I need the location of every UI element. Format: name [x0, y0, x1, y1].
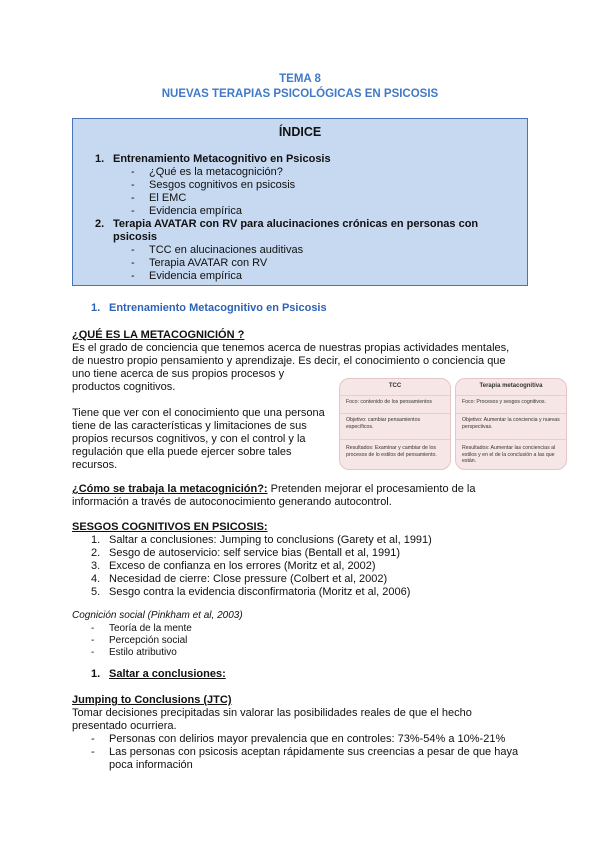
list-number: 4. — [91, 573, 101, 585]
doc-title: NUEVAS TERAPIAS PSICOLÓGICAS EN PSICOSIS — [161, 88, 439, 100]
social-item: Teoría de la mente — [109, 623, 192, 634]
paragraph-line: Tomar decisiones precipitadas sin valorar las posibilidades reales de que el hecho — [72, 707, 472, 719]
index-s2-number: 2. — [95, 218, 105, 230]
section-number: 1. — [91, 302, 101, 314]
social-heading: Cognición social (Pinkham et al, 2003) — [72, 610, 243, 621]
index-s2-title-cont: psicosis — [113, 231, 158, 243]
index-box — [72, 118, 528, 286]
tcc-card — [339, 378, 451, 470]
paragraph-line: tiene de las características y limitaciones de sus — [72, 420, 307, 432]
tcc-card-row: Foco: contenido de los pensamientos — [346, 399, 432, 405]
social-item: Estilo atributivo — [109, 647, 177, 658]
what-heading: ¿QUÉ ES LA METACOGNICIÓN ? — [72, 329, 245, 341]
paragraph-line: de nuestro propio pensamiento y aprendizaje. Es decir, el conocimiento o conciencia que — [72, 355, 506, 367]
index-s1-item: Evidencia empírica — [149, 205, 242, 217]
paragraph-line: propios recursos cognitivos, y con el control y la — [72, 433, 306, 445]
metacognitive-card-title: Terapia metacognitiva — [479, 383, 543, 389]
section-title: Entrenamiento Metacognitivo en Psicosis — [109, 302, 327, 314]
list-dash: - — [91, 623, 95, 634]
metacognitive-card-row: Foco: Procesos y sesgos cognitivos. — [462, 399, 546, 405]
jtc-bullet-cont: poca información — [109, 759, 193, 771]
subsection-number: 1. — [91, 668, 101, 680]
metacognitive-card-row: Objetivo: Aumentar la conciencia y nuevas perspectivas. — [462, 417, 560, 430]
jtc-heading: Jumping to Conclusions (JTC) — [72, 694, 232, 706]
metacognitive-card-row: Resultados: Aumentar las conciencias al estilos y en el de la conclusión a las que están. — [462, 445, 556, 464]
how-paragraph — [72, 483, 476, 496]
index-dash: - — [131, 166, 135, 178]
index-s2-title: Terapia AVATAR con RV para alucinaciones crónicas en personas con — [113, 218, 479, 230]
index-dash: - — [131, 179, 135, 191]
index-s1-item: Sesgos cognitivos en psicosis — [149, 179, 296, 191]
index-s2-item: TCC en alucinaciones auditivas — [149, 244, 304, 256]
index-dash: - — [131, 192, 135, 204]
index-s1-item: ¿Qué es la metacognición? — [149, 166, 283, 178]
index-dash: - — [131, 257, 135, 269]
index-dash: - — [131, 270, 135, 282]
list-number: 5. — [91, 586, 101, 598]
paragraph-line: recursos. — [72, 459, 118, 471]
index-title: ÍNDICE — [278, 125, 322, 139]
list-dash: - — [91, 746, 95, 758]
list-number: 3. — [91, 560, 101, 572]
list-dash: - — [91, 733, 95, 745]
index-s1-item: El EMC — [149, 192, 187, 204]
index-dash: - — [131, 205, 135, 217]
paragraph-line: información a través de autoconocimiento generando autocontrol. — [72, 496, 392, 508]
index-s2-item: Terapia AVATAR con RV — [149, 257, 268, 269]
list-dash: - — [91, 647, 95, 658]
doc-topic-number: TEMA 8 — [279, 73, 321, 85]
paragraph-line: Tiene que ver con el conocimiento que una persona — [72, 407, 325, 419]
paragraph-line: productos cognitivos. — [72, 381, 176, 393]
tcc-card-title: TCC — [388, 383, 402, 389]
list-dash: - — [91, 635, 95, 646]
subsection-title: Saltar a conclusiones: — [109, 668, 226, 680]
metacognitive-card — [455, 378, 567, 470]
jtc-bullet: Personas con delirios mayor prevalencia que en controles: 73%-54% a 10%-21% — [109, 733, 506, 745]
paragraph-line: Es el grado de conciencia que tenemos acerca de nuestras propias actividades mentales, — [72, 342, 510, 354]
index-s1-title: Entrenamiento Metacognitivo en Psicosis — [113, 153, 331, 165]
jtc-bullet: Las personas con psicosis aceptan rápidamente sus creencias a pesar de que haya — [109, 746, 519, 758]
paragraph-line: presentado ocurriera. — [72, 720, 177, 732]
how-heading: ¿Cómo se trabaja la metacognición?: — [72, 483, 268, 495]
list-number: 1. — [91, 534, 101, 546]
list-item: Sesgo contra la evidencia disconfirmatoria (Moritz et al, 2006) — [109, 586, 411, 598]
how-text: Pretenden mejorar el procesamiento de la — [267, 483, 476, 495]
list-item: Necesidad de cierre: Close pressure (Colbert et al, 2002) — [109, 573, 388, 585]
paragraph-line: uno tiene acerca de sus propios procesos y — [72, 368, 285, 380]
index-s1-number: 1. — [95, 153, 105, 165]
index-dash: - — [131, 244, 135, 256]
list-item: Exceso de confianza en los errores (Moritz et al, 2002) — [109, 560, 376, 572]
list-number: 2. — [91, 547, 101, 559]
list-item: Sesgo de autoservicio: self service bias (Bentall et al, 1991) — [109, 547, 401, 559]
social-item: Percepción social — [109, 635, 188, 646]
paragraph-line: regulación que ella puede ejercer sobre tales — [72, 446, 292, 458]
tcc-card-row: Resultados: Examinar y cambiar de los procesos de lo estilos del pensamiento. — [346, 445, 437, 458]
index-s2-item: Evidencia empírica — [149, 270, 242, 282]
biases-heading: SESGOS COGNITIVOS EN PSICOSIS: — [72, 521, 268, 533]
list-item: Saltar a conclusiones: Jumping to conclusions (Garety et al, 1991) — [109, 534, 432, 546]
tcc-card-row: Objetivo: cambiar pensamientos específicos. — [346, 417, 421, 430]
